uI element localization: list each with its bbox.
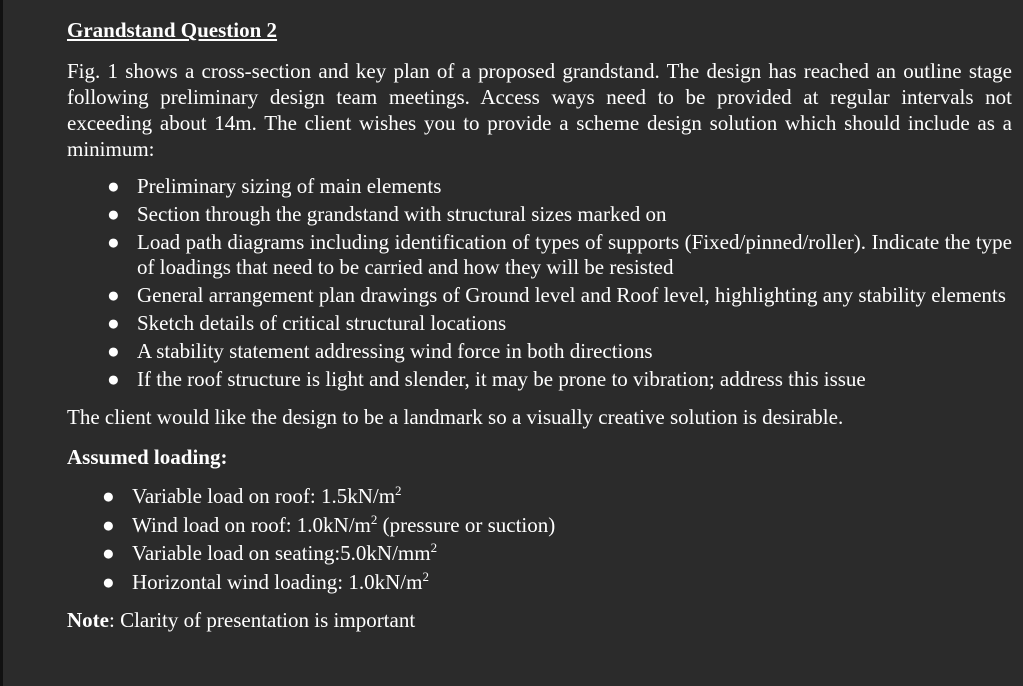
note-label: Note bbox=[67, 607, 109, 632]
note-line bbox=[67, 607, 1012, 633]
requirements-list bbox=[67, 174, 1012, 392]
bullet-icon: ● bbox=[102, 541, 115, 565]
loading-heading: Assumed loading: bbox=[67, 445, 228, 469]
bullet-icon: ● bbox=[102, 512, 115, 537]
bullet-icon: ● bbox=[102, 569, 115, 594]
bullet-icon: ● bbox=[107, 202, 120, 226]
document-body bbox=[67, 17, 1012, 633]
bullet-icon: ● bbox=[107, 174, 120, 198]
bullet-icon: ● bbox=[107, 339, 120, 363]
document-title: Grandstand Question 2 bbox=[67, 18, 278, 42]
list-item: ● General arrangement plan drawings of Ground level and Roof level, highlighting any stability elements bbox=[107, 283, 1006, 307]
list-item: ● Variable load on roof: $1.5kN/m^2$ bbox=[102, 483, 402, 508]
list-item: ● Sketch details of critical structural locations bbox=[107, 311, 507, 335]
list-item: ● Variable load on $seating:5.0kN/mm^2$ bbox=[102, 540, 438, 565]
list-item: ● Horizontal wind loading: $1.0kN/m^2$ bbox=[102, 568, 429, 594]
bullet-icon: ● bbox=[102, 484, 115, 508]
list-item: ● A stability statement addressing wind force in both directions bbox=[107, 339, 653, 363]
bullet-icon: ● bbox=[107, 311, 120, 335]
window-left-border bbox=[0, 0, 3, 686]
list-item: ● Preliminary sizing of main elements bbox=[107, 174, 442, 198]
list-item: ● Load path diagrams including identification of types of supports (Fixed/pinned/roller). Indicate the type of loadings that need to be carried and how they will be resisted bbox=[107, 230, 1012, 279]
loads-list bbox=[67, 484, 1012, 595]
note-text: : Clarity of presentation is important bbox=[108, 607, 416, 632]
client-statement: The client would like the design to be a landmark so a visually creative solution is desirable. bbox=[67, 405, 844, 429]
bullet-icon: ● bbox=[107, 367, 120, 391]
list-item: ● If the roof structure is light and slender, it may be prone to vibration; address this issue bbox=[107, 367, 866, 391]
list-item: ● Wind load on roof: $1.0kN/m^2$ (pressure or suction) bbox=[102, 511, 556, 537]
bullet-icon: ● bbox=[107, 230, 120, 254]
intro-paragraph: Fig. 1 shows a cross-section and key plan of a proposed grandstand. The design has reached an outline stage following preliminary design team meetings. Access ways need to be provided at regular intervals not exceeding about 14m. The client wishes you to provide a scheme design solution which should include as a minimum: bbox=[67, 59, 1012, 161]
bullet-icon: ● bbox=[107, 283, 120, 307]
list-item: ● Section through the grandstand with structural sizes marked on bbox=[107, 202, 667, 226]
